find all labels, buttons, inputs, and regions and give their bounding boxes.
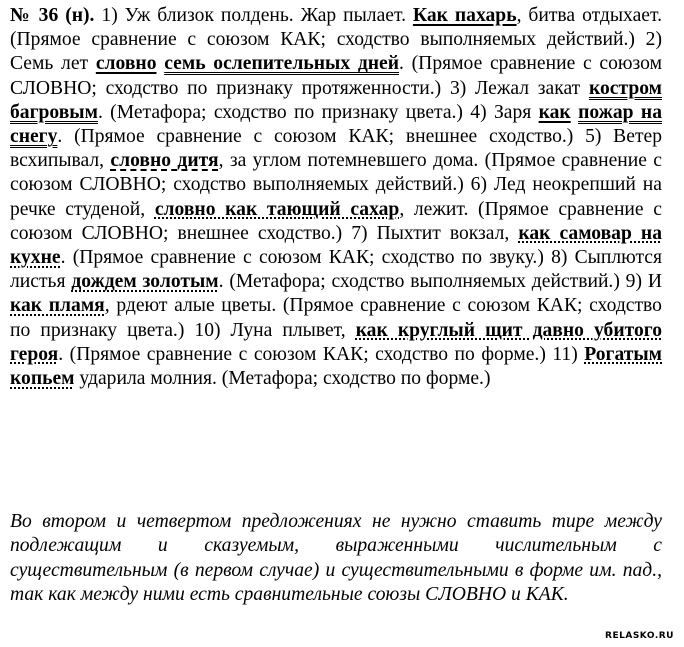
text-segment: . (Прямое сравнение с союзом КАК; внешнее сходство.) 5) Ветер всхипывал, <box>10 126 662 172</box>
text-segment: , битва отдыхает. (Прямое сравнение с союзом КАК; сходство выполняемых действий.) 2) Семь лет <box>10 5 662 75</box>
text-segment: . (Прямое сравнение с союзом КАК; сходство по форме.) 11) <box>58 343 585 365</box>
text-segment: . (Прямое сравнение с союзом КАК; сходство по звуку.) 8) Сыплются листья <box>10 247 662 293</box>
explanation-note: Во втором и четвертом предложениях не нужно ставить тире между подлежащим и сказуемым, выраженными числительным с существительным (в первом случае) и существительными в форме им. пад., так как между ними есть сравнительные союзы СЛОВНО и КАК. <box>10 511 662 606</box>
site-watermark: RELASKO.RU <box>605 631 674 641</box>
highlighted-comparison: Рогатым копьем <box>10 343 662 390</box>
highlighted-comparison: как самовар на кухне <box>10 222 662 269</box>
highlighted-comparison: словно <box>95 53 157 75</box>
highlighted-comparison: как круглый щит давно убитого героя <box>10 319 662 365</box>
text-segment: . (Метафора; сходство выполняемых действий.) 9) И <box>218 271 662 293</box>
highlighted-comparison: дождем золотым <box>71 271 219 293</box>
highlighted-comparison: как <box>538 101 571 123</box>
highlighted-comparison: словно как тающий сахар <box>154 198 400 220</box>
highlighted-comparison: Как пахарь <box>412 5 517 26</box>
exercise-number: № 36 (н). <box>10 5 95 26</box>
highlighted-comparison: пожар на снегу <box>10 101 662 148</box>
text-segment: 1) Уж близок полдень. Жар пылает. <box>94 5 413 26</box>
highlighted-comparison: как пламя <box>10 295 105 317</box>
text-segment <box>571 102 578 123</box>
text-segment: ударила молния. (Метафора; сходство по форме.) <box>74 368 491 390</box>
text-segment: , рдеют алые цветы. (Прямое сравнение с союзом КАК; сходство по признаку цвета.) 10) Луна плывет, <box>10 295 662 341</box>
exercise-text <box>10 4 662 391</box>
text-segment: , за углом потемневшего дома. (Прямое сравнение с союзом СЛОВНО; сходство выполняемых действий.) 6) Лед неокрепший на речке студеной, <box>10 150 662 220</box>
highlighted-comparison: семь ослепительных дней <box>164 53 400 75</box>
text-segment: . (Прямое сравнение с союзом СЛОВНО; сходство по признаку протяженности.) 3) Лежал закат <box>10 53 662 99</box>
exercise-segments <box>10 5 662 389</box>
highlighted-comparison: костром багровым <box>10 77 662 123</box>
text-segment: , лежит. (Прямое сравнение с союзом СЛОВНО; внешнее сходство.) 7) Пыхтит вокзал, <box>10 198 662 244</box>
text-segment: . (Метафора; сходство по признаку цвета.) 4) Заря <box>97 101 539 123</box>
highlighted-comparison: словно дитя <box>110 150 219 172</box>
